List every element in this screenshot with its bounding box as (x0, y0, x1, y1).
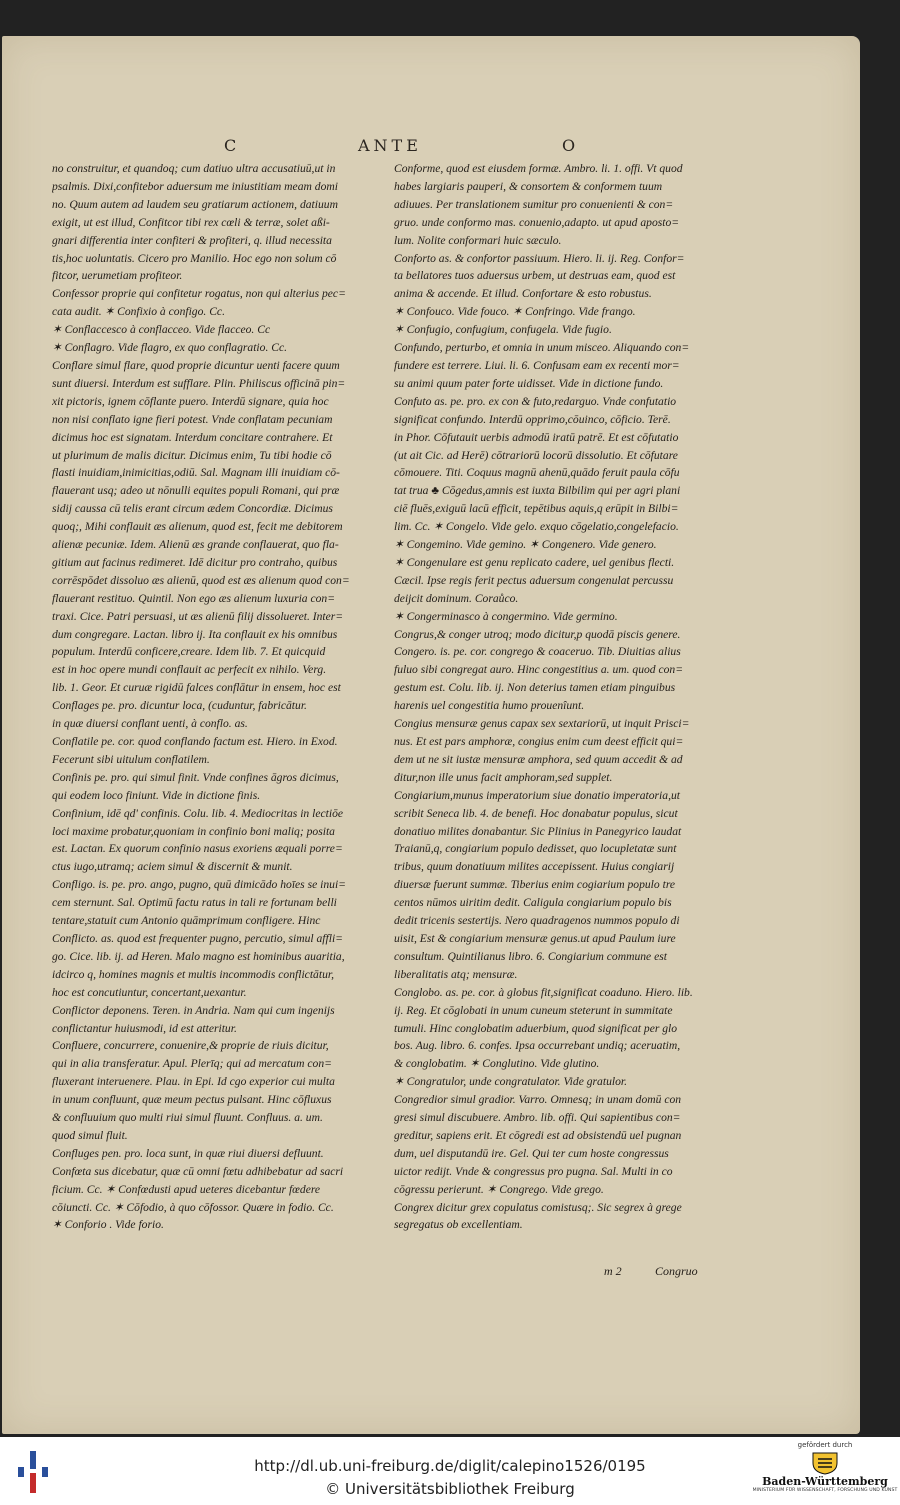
text-line: ✶ Confouco. Vide fouco. ✶ Confringo. Vide frango. (394, 305, 636, 319)
text-line: uisit, Est & congiarium mensuræ genus.ut apud Paulum iure (394, 931, 676, 945)
text-line: sunt diuersi. Interdum est sufflare. Plin. Philiscus officinā pin= (52, 376, 346, 390)
text-line: in quæ diuersi conflant uenti, à conflo. as. (52, 717, 248, 731)
text-line: Confinis pe. pro. qui simul finit. Vnde confines āgros dicimus, (52, 770, 339, 784)
head-letter-right: O (562, 136, 576, 155)
text-line: Conflicto. as. quod est frequenter pugno, percutio, simul affli= (52, 931, 343, 945)
text-line: dum congregare. Lactan. libro ij. Ita conflauit ex his omnibus (52, 627, 338, 641)
text-line: Cæcil. Ipse regis ferit pectus aduersum congenulat percussu (394, 573, 674, 587)
text-line: cōgressu perierunt. ✶ Congrego. Vide grego. (394, 1182, 604, 1196)
text-line: populum. Interdū conficere,creare. Idem lib. 7. Et quicquid (52, 645, 326, 659)
text-line: dedit tricenis sestertijs. Nero quadragenos nummos populo di (394, 914, 680, 928)
text-line: Traianū,q, congiarium populo dedisset, quo locupletatæ sunt (394, 842, 677, 856)
text-line: xit pictoris, ignem cōflante puero. Interdū signare, quia hoc (52, 394, 329, 408)
text-line: go. Cice. lib. ij. ad Heren. Malo magno est hominibus auaritia, (52, 949, 345, 963)
text-line: no. Quum autem ad laudem seu gratiarum actionem, datiuum (52, 197, 338, 211)
text-line: uictor redijt. Vnde & congressus pro pugna. Sal. Multi in co (394, 1164, 673, 1178)
text-line: cōmouere. Titi. Coquus magnū ahenū,quādo feruit paula cōfu (394, 466, 680, 480)
text-line: ✶ Congemino. Vide gemino. ✶ Congenero. Vide genero. (394, 538, 657, 552)
text-line: Conflare simul flare, quod proprie dicuntur uenti facere quum (52, 358, 340, 372)
text-line: flauerant usq; adeo ut nōnulli equites populi Romani, qui præ (52, 484, 340, 498)
text-line: segregatus ob excellentiam. (394, 1218, 523, 1232)
text-line: non nisi conflato igne fieri potest. Vnde conflatam pecuniam (52, 412, 333, 426)
text-line: fitcor, uerumetiam profiteor. (52, 269, 183, 283)
baden-wuerttemberg-crest-icon (810, 1451, 840, 1475)
text-line: gitium aut facinus redimeret. Idē dicitur pro contraho, quibus (52, 555, 338, 569)
text-line: Congiarium,munus imperatorium siue donatio imperatoria,ut (394, 788, 680, 802)
text-line: cem sternunt. Sal. Optimū factu ratus in tali re fortunam belli (52, 896, 337, 910)
catchword: Congruo (655, 1264, 698, 1278)
text-line: Conglobo. as. pe. cor. à globus fit,significat coaduno. Hiero. lib. (394, 985, 693, 999)
text-line: Conforme, quod est eiusdem formæ. Ambro. li. 1. offi. Vt quod (394, 162, 683, 175)
text-line: gresi simul discubuere. Ambro. lib. offi. Qui sapientibus con= (394, 1111, 681, 1125)
text-line: gruo. unde conformo mas. conuenio,adapto. ut apud aposto= (394, 215, 680, 229)
text-line: Congius mensuræ genus capax sex sextariorū, ut inquit Prisci= (394, 717, 690, 731)
text-line: Confessor proprie qui confitetur rogatus, non qui alterius pec= (52, 287, 346, 301)
text-line: no construitur, et quandoq; cum datiuo ultra accusatiuū,ut in (52, 162, 336, 175)
text-line: ✶ Congratulor, unde congratulator. Vide gratulor. (394, 1075, 628, 1089)
text-line: adiuues. Per translationem sumitur pro conuenienti & con= (394, 197, 674, 211)
text-line: tis,hoc uoluntatis. Cicero pro Manilio. Hoc ego non solum cō (52, 251, 337, 265)
text-line: anima & accende. Et illud. Confortare & esto robustus. (394, 287, 652, 301)
sponsor-block (750, 1441, 900, 1493)
text-line: ciē fluēs,exiguū lacū efficit, tepētibus aquis,q erūpit in Bilbi= (394, 502, 679, 516)
text-line: ut plurimum de malis dicitur. Dicimus enim, Tu tibi hodie cō (52, 448, 332, 462)
text-line: Confinium, idē qd' confinis. Colu. lib. 4. Mediocritas in lectiōe (52, 806, 344, 820)
text-line: liberalitatis atq; mensuræ. (394, 967, 518, 981)
text-line: flasti inuidiam,inimicitias,odiū. Sal. Magnam illi inuidiam cō- (52, 466, 340, 480)
text-line: Confundo, perturbo, et omnia in unum misceo. Aliquando con= (394, 341, 690, 355)
text-line: ctus iugo,utramq; aciem simul & discernit & munit. (52, 860, 293, 874)
text-line: quod simul fluit. (52, 1128, 128, 1142)
text-line: Congrus,& conger utroq; modo dicitur,p quodā piscis genere. (394, 627, 681, 641)
book-page (2, 36, 860, 1434)
text-line: ✶ Conflaccesco à conflacceo. Vide flacceo. Cc (52, 323, 271, 337)
text-line: lim. Cc. ✶ Congelo. Vide gelo. exquo cōgelatio,congelefacio. (394, 520, 679, 534)
sponsor-ministry: MINISTERIUM FÜR WISSENSCHAFT, FORSCHUNG UND KUNST (752, 1488, 898, 1493)
text-line: Conflictor deponens. Teren. in Andria. Nam qui cum ingenijs (52, 1003, 335, 1017)
text-line: Congredior simul gradior. Varro. Omnesq; in unam domū con (394, 1093, 682, 1107)
sponsor-label: gefördert durch (797, 1441, 853, 1449)
text-line: psalmis. Dixi,confitebor aduersum me iniustitiam meam domi (52, 179, 338, 193)
text-line: ✶ Congerminasco à congermino. Vide germino. (394, 609, 618, 623)
text-line: qui eodem loco finiunt. Vide in dictione finis. (52, 788, 261, 802)
text-line: Confuto as. pe. pro. ex con & futo,redarguo. Vnde confutatio (394, 394, 677, 408)
text-line: fundere est terrere. Liui. li. 6. Confusam eam ex recenti mor= (394, 358, 680, 372)
text-line: donatiuo milites donabantur. Sic Plinius in Panegyrico laudat (394, 824, 682, 838)
text-line: diuersæ fuerunt summæ. Tiberius enim cogiarium populo tre (394, 878, 676, 892)
text-line: gestum est. Colu. lib. ij. Non deterius tamen etiam pinguibus (394, 681, 676, 695)
text-line: fuluo sibi congregat auro. Hinc congestitius a. um. quod con= (394, 663, 684, 677)
text-line: deijcit dominum. Coraůco. (394, 591, 519, 605)
text-line: Conflages pe. pro. dicuntur loca, (cuduntur, fabricātur. (52, 699, 307, 713)
head-letter-left: C (224, 136, 238, 155)
page-footer-line (2, 1264, 860, 1284)
text-line: qui in alia transferatur. Apul. Plerīq; qui ad mercatum con= (52, 1057, 332, 1071)
text-line: corrēspōdet dissoluo æs alienū, quod est æs alienum quod con= (52, 573, 350, 587)
text-line: traxi. Cice. Patri persuasi, ut æs alienū filij dissolueret. Inter= (52, 609, 344, 623)
text-line: hoc est concutiuntur, concertant,uexantur. (52, 985, 247, 999)
text-line: ij. Reg. Et cōglobati in unum cuneum steterunt in summitate (394, 1003, 673, 1017)
text-line: tentare,statuit cum Antonio quāmprimum confligere. Hinc (52, 914, 321, 928)
copyright-notice: © Universitätsbibliothek Freiburg (325, 1480, 575, 1498)
head-word: ANTE (358, 136, 422, 155)
permalink-text[interactable]: http://dl.ub.uni-freiburg.de/diglit/calepino1526/0195 (254, 1457, 646, 1475)
text-line: tumuli. Hinc conglobatim aduerbium, quod significat per glo (394, 1021, 678, 1035)
text-line: in unum confluunt, quæ meum pectus pulsant. Hinc cōfluxus (52, 1093, 332, 1107)
text-line: dem ut ne sit iustæ mensuræ amphora, sed quum accedit & ad (394, 752, 683, 766)
text-line: consultum. Quintilianus libro. 6. Congiarium commune est (394, 949, 667, 963)
text-line: lum. Nolite conformari huic sæculo. (394, 233, 562, 247)
text-line: ta bellatores tuos aduersus urbem, ut destruas eam, quod est (394, 269, 676, 283)
text-line: quoq;, Mihi conflauit æs alienum, quod est, fecit me debitorem (52, 520, 343, 534)
text-line: lib. 1. Geor. Et curuæ rigidū falces conflātur in ensem, hoc est (52, 681, 341, 695)
text-line: est. Lactan. Ex quorum confinio nasus exoriens æquali porre= (52, 842, 343, 856)
text-line: cata audit. ✶ Confixio à configo. Cc. (52, 305, 225, 319)
text-line: & confluuium quo multi riui simul fluunt. Confluus. a. um. (52, 1111, 323, 1125)
text-line: habes largiaris pauperi, & consortem & conformem tuum (394, 179, 663, 193)
text-line: loci maxime probatur,quoniam in confinio boni maliq; posita (52, 824, 335, 838)
text-line: sidij caussa cū telis erant circum ædem Concordiæ. Dicimus (52, 502, 333, 516)
viewer-footer (0, 1437, 900, 1505)
text-line: flauerant restituo. Quintil. Non ego æs alienum luxuria con= (52, 591, 336, 605)
signature-mark: m 2 (604, 1264, 622, 1278)
right-column (394, 160, 724, 1234)
text-line: Confligo. is. pe. pro. ango, pugno, quū dimicādo hoīes se inui= (52, 878, 347, 892)
text-line: ✶ Congenulare est genu replicato cadere, uel genibus flecti. (394, 555, 675, 569)
text-line: Conforto as. & confortor passiuum. Hiero. li. ij. Reg. Confor= (394, 251, 685, 265)
text-line: Congrex dicitur grex copulatus comistusq;. Sic segrex à grege (394, 1200, 682, 1214)
text-line: bos. Aug. libro. 6. confes. Ipsa occurrebant undiq; aceruatim, (394, 1039, 681, 1053)
text-line: tat trua ♣ Cōgedus,amnis est iuxta Bilbilim qui per agri plani (394, 484, 681, 498)
text-line: Fecerunt sibi uitulum conflatilem. (52, 752, 210, 766)
text-line: su animi quum pater forte uidisset. Vide in dictione fundo. (394, 376, 664, 390)
running-head (2, 136, 860, 156)
text-line: scribit Seneca lib. 4. de benefi. Hoc donabatur populus, sicut (394, 806, 678, 820)
text-line: gnari differentia inter confiteri & profiteri, q. illud necessita (52, 233, 332, 247)
text-line: greditur, sapiens erit. Et cōgredi est ad obsistendū uel pugnan (394, 1128, 682, 1142)
sponsor-name: Baden-Württemberg (762, 1475, 888, 1488)
text-line: nus. Et est pars amphoræ, congius enim cum deest efficit qui= (394, 735, 684, 748)
text-line: ditur,non ille unus facit amphoram,sed supplet. (394, 770, 613, 784)
text-line: (ut ait Cic. ad Herē) cōtrariorū locorū dissolutio. Et cōfutare (394, 448, 678, 462)
text-line: est in hoc opere mundi conflauit ac perfecit ex nihilo. Verg. (52, 663, 327, 677)
text-line: cōiuncti. Cc. ✶ Cōfodio, à quo cōfossor. Quære in fodio. Cc. (52, 1200, 334, 1214)
text-line: conflictantur huiusmodi, id est atteritur. (52, 1021, 237, 1035)
text-line: ✶ Conflagro. Vide flagro, ex quo conflagratio. Cc. (52, 341, 288, 355)
text-line: ficium. Cc. ✶ Confœdusti apud ueteres dicebantur fœdere (52, 1182, 321, 1196)
text-line: fluxerant interuenere. Plau. in Epi. Id cgo experior cui multa (52, 1075, 335, 1089)
text-line: Conflatile pe. cor. quod conflando factum est. Hiero. in Exod. (52, 735, 338, 748)
text-line: Congero. is. pe. cor. congrego & coaceruo. Tib. Diuitias alius (394, 645, 681, 659)
text-line: dicimus hoc est signatam. Interdum concitare contrahere. Et (52, 430, 333, 444)
text-line: exigit, ut est illud, Confitcor tibi rex cœli & terræ, solet aßi- (52, 215, 330, 229)
text-line: tribus, quum donatiuum milites accepissent. Huius congiarij (394, 860, 675, 874)
text-line: Confœta sus dicebatur, quæ cū omni fœtu adhibebatur ad sacri (52, 1164, 344, 1178)
text-line: Confluges pen. pro. loca sunt, in quæ riui diuersi defluunt. (52, 1146, 324, 1160)
left-column (52, 160, 389, 1234)
text-line: harenis uel congestitia humo prouenîunt. (394, 699, 585, 713)
text-line: & conglobatim. ✶ Conglutino. Vide glutino. (394, 1057, 600, 1071)
text-line: alienæ pecuniæ. Idem. Alienū æs grande conflauerat, quo fla- (52, 538, 339, 552)
text-line: in Phor. Cōfutauit uerbis admodū iratū patrē. Et est cōfutatio (394, 430, 679, 444)
text-line: centos nūmos uiritim dedit. Caligula congiarium populo bis (394, 896, 672, 910)
text-line: significat confundo. Interdū opprimo,cōuinco, cōficio. Terē. (394, 412, 671, 426)
text-line: dum, uel disputandū ire. Gel. Qui ter cum hoste congressus (394, 1146, 669, 1160)
text-line: ✶ Confugio, confugium, confugela. Vide fugio. (394, 323, 612, 337)
text-line: idcirco q, homines magnis et multis incommodis conflictātur, (52, 967, 334, 981)
text-line: ✶ Conforio . Vide forio. (52, 1218, 164, 1232)
text-line: Confluere, concurrere, conuenire,& proprie de riuis dicitur, (52, 1039, 329, 1053)
